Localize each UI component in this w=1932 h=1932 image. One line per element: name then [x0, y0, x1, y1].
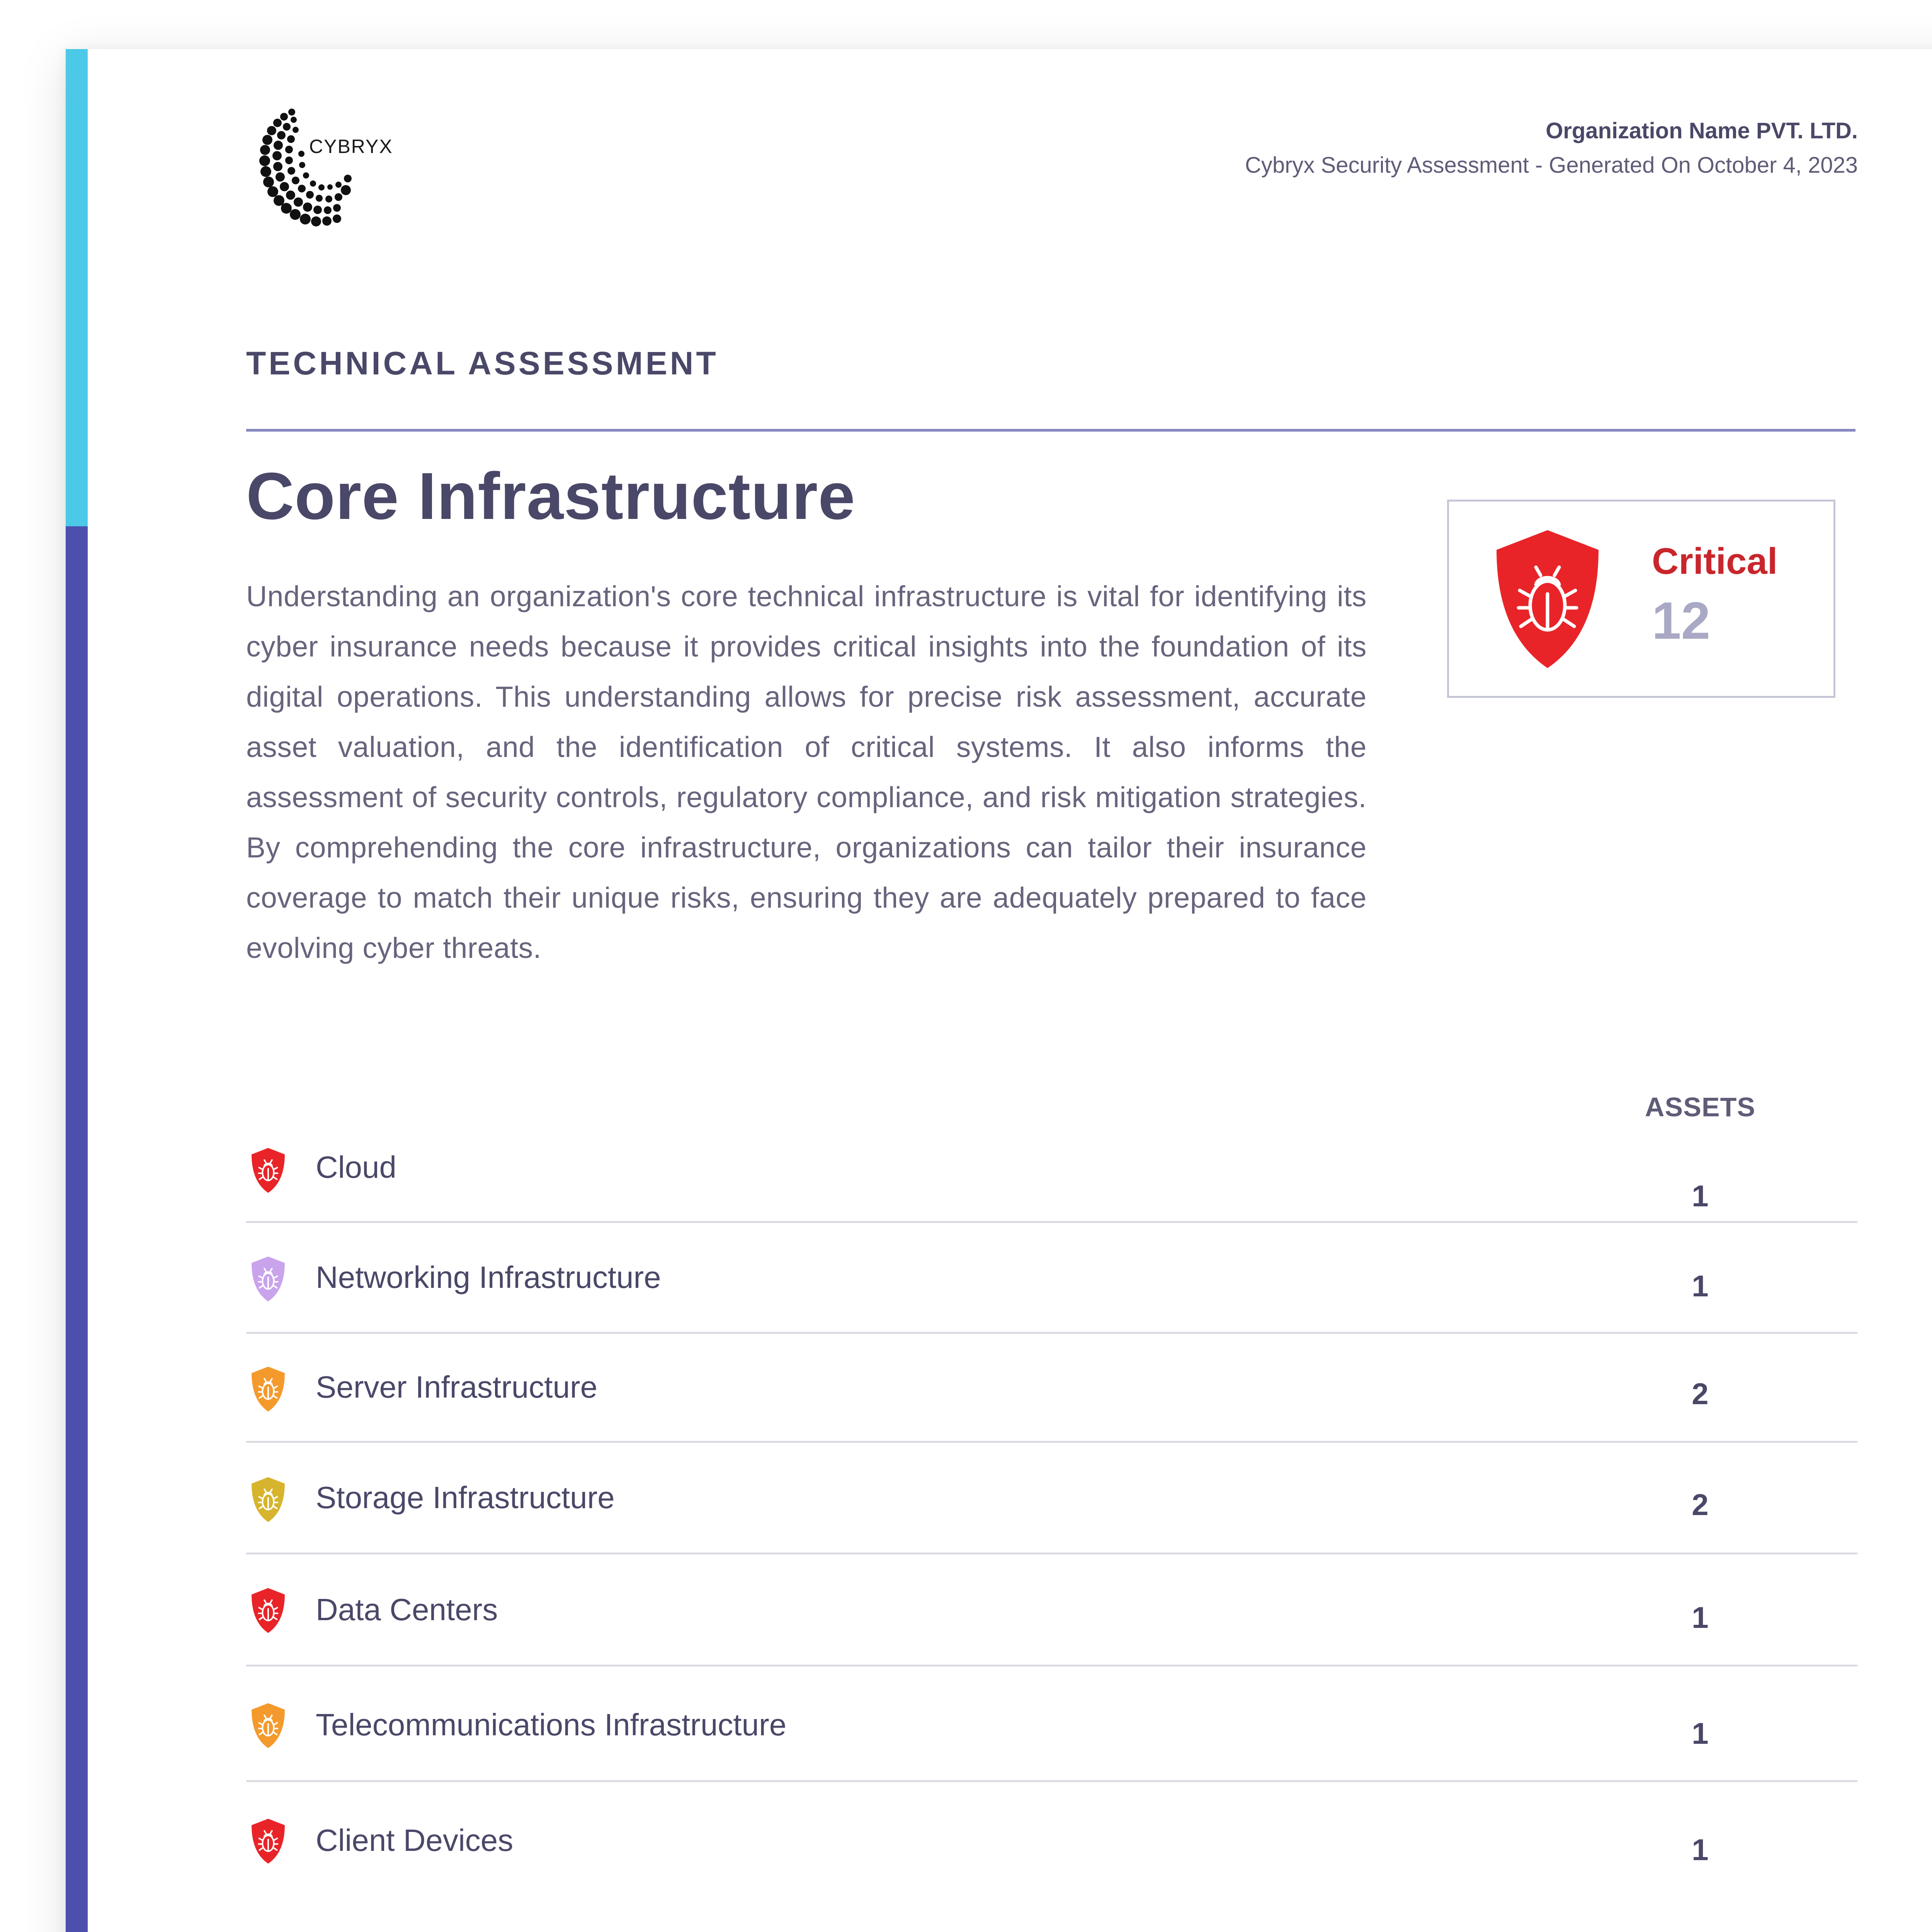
section-divider [246, 429, 1855, 432]
asset-name: Server Infrastructure [316, 1370, 598, 1404]
cybryx-logo [247, 104, 402, 236]
asset-count: 1 [1692, 1600, 1709, 1634]
report-header-info [1245, 118, 1858, 178]
asset-count: 1 [1692, 1269, 1709, 1303]
asset-name: Telecommunications Infrastructure [316, 1708, 787, 1742]
page-title: Core Infrastructure [246, 459, 855, 533]
asset-row-storage [246, 1443, 1857, 1554]
asset-name: Networking Infrastructure [316, 1260, 661, 1294]
bug-shield-icon [249, 1702, 287, 1749]
asset-row-server [246, 1334, 1857, 1443]
asset-count: 1 [1692, 1833, 1709, 1867]
section-label: TECHNICAL ASSESSMENT [246, 345, 719, 381]
severity-label: Critical [1652, 541, 1778, 582]
bug-shield-icon [249, 1476, 287, 1523]
asset-name: Storage Infrastructure [316, 1480, 615, 1515]
asset-name: Data Centers [316, 1592, 498, 1627]
bug-shield-icon [249, 1255, 287, 1303]
severity-count: 12 [1652, 591, 1711, 650]
logo-globe-icon [247, 104, 375, 236]
asset-name: Client Devices [316, 1823, 514, 1857]
asset-count: 1 [1692, 1179, 1709, 1213]
critical-summary-card [1447, 500, 1835, 698]
accent-bar-bottom [66, 526, 88, 1932]
organization-name: Organization Name PVT. LTD. [1546, 118, 1858, 143]
logo-wordmark: CYBRYX [309, 136, 393, 157]
asset-row-networking [246, 1223, 1857, 1334]
asset-name: Cloud [316, 1150, 397, 1184]
asset-row-cloud [246, 1132, 1857, 1223]
asset-row-client-devices [246, 1782, 1857, 1883]
assets-column-header: ASSETS [1645, 1092, 1756, 1122]
asset-row-telecom [246, 1667, 1857, 1782]
asset-count: 2 [1692, 1488, 1709, 1522]
asset-row-data-centers [246, 1554, 1857, 1667]
asset-count: 1 [1692, 1716, 1709, 1750]
intro-paragraph: Understanding an organization's core technical infrastructure is vital for identifying its cyber insurance needs because it provides critical insights into the foundation of its digital operations. This understanding allows for precise risk assessment, accurate asset valuation, and the identification of critical systems. It also informs the assessment of security controls, regulatory compliance, and risk mitigation strategies. By comprehending the core infrastructure, organizations can tailor their insurance coverage to match their unique risks, ensuring they are adequately prepared to face evolving cyber threats. [246, 580, 1367, 964]
report-subtitle: Cybryx Security Assessment - Generated On October 4, 2023 [1245, 153, 1858, 178]
bug-shield-icon [249, 1147, 287, 1194]
bug-shield-icon [249, 1818, 287, 1865]
accent-bar-top [66, 49, 88, 526]
asset-count: 2 [1692, 1377, 1709, 1411]
bug-shield-icon [249, 1366, 287, 1413]
bug-shield-icon [1490, 527, 1605, 672]
bug-shield-icon [249, 1587, 287, 1634]
